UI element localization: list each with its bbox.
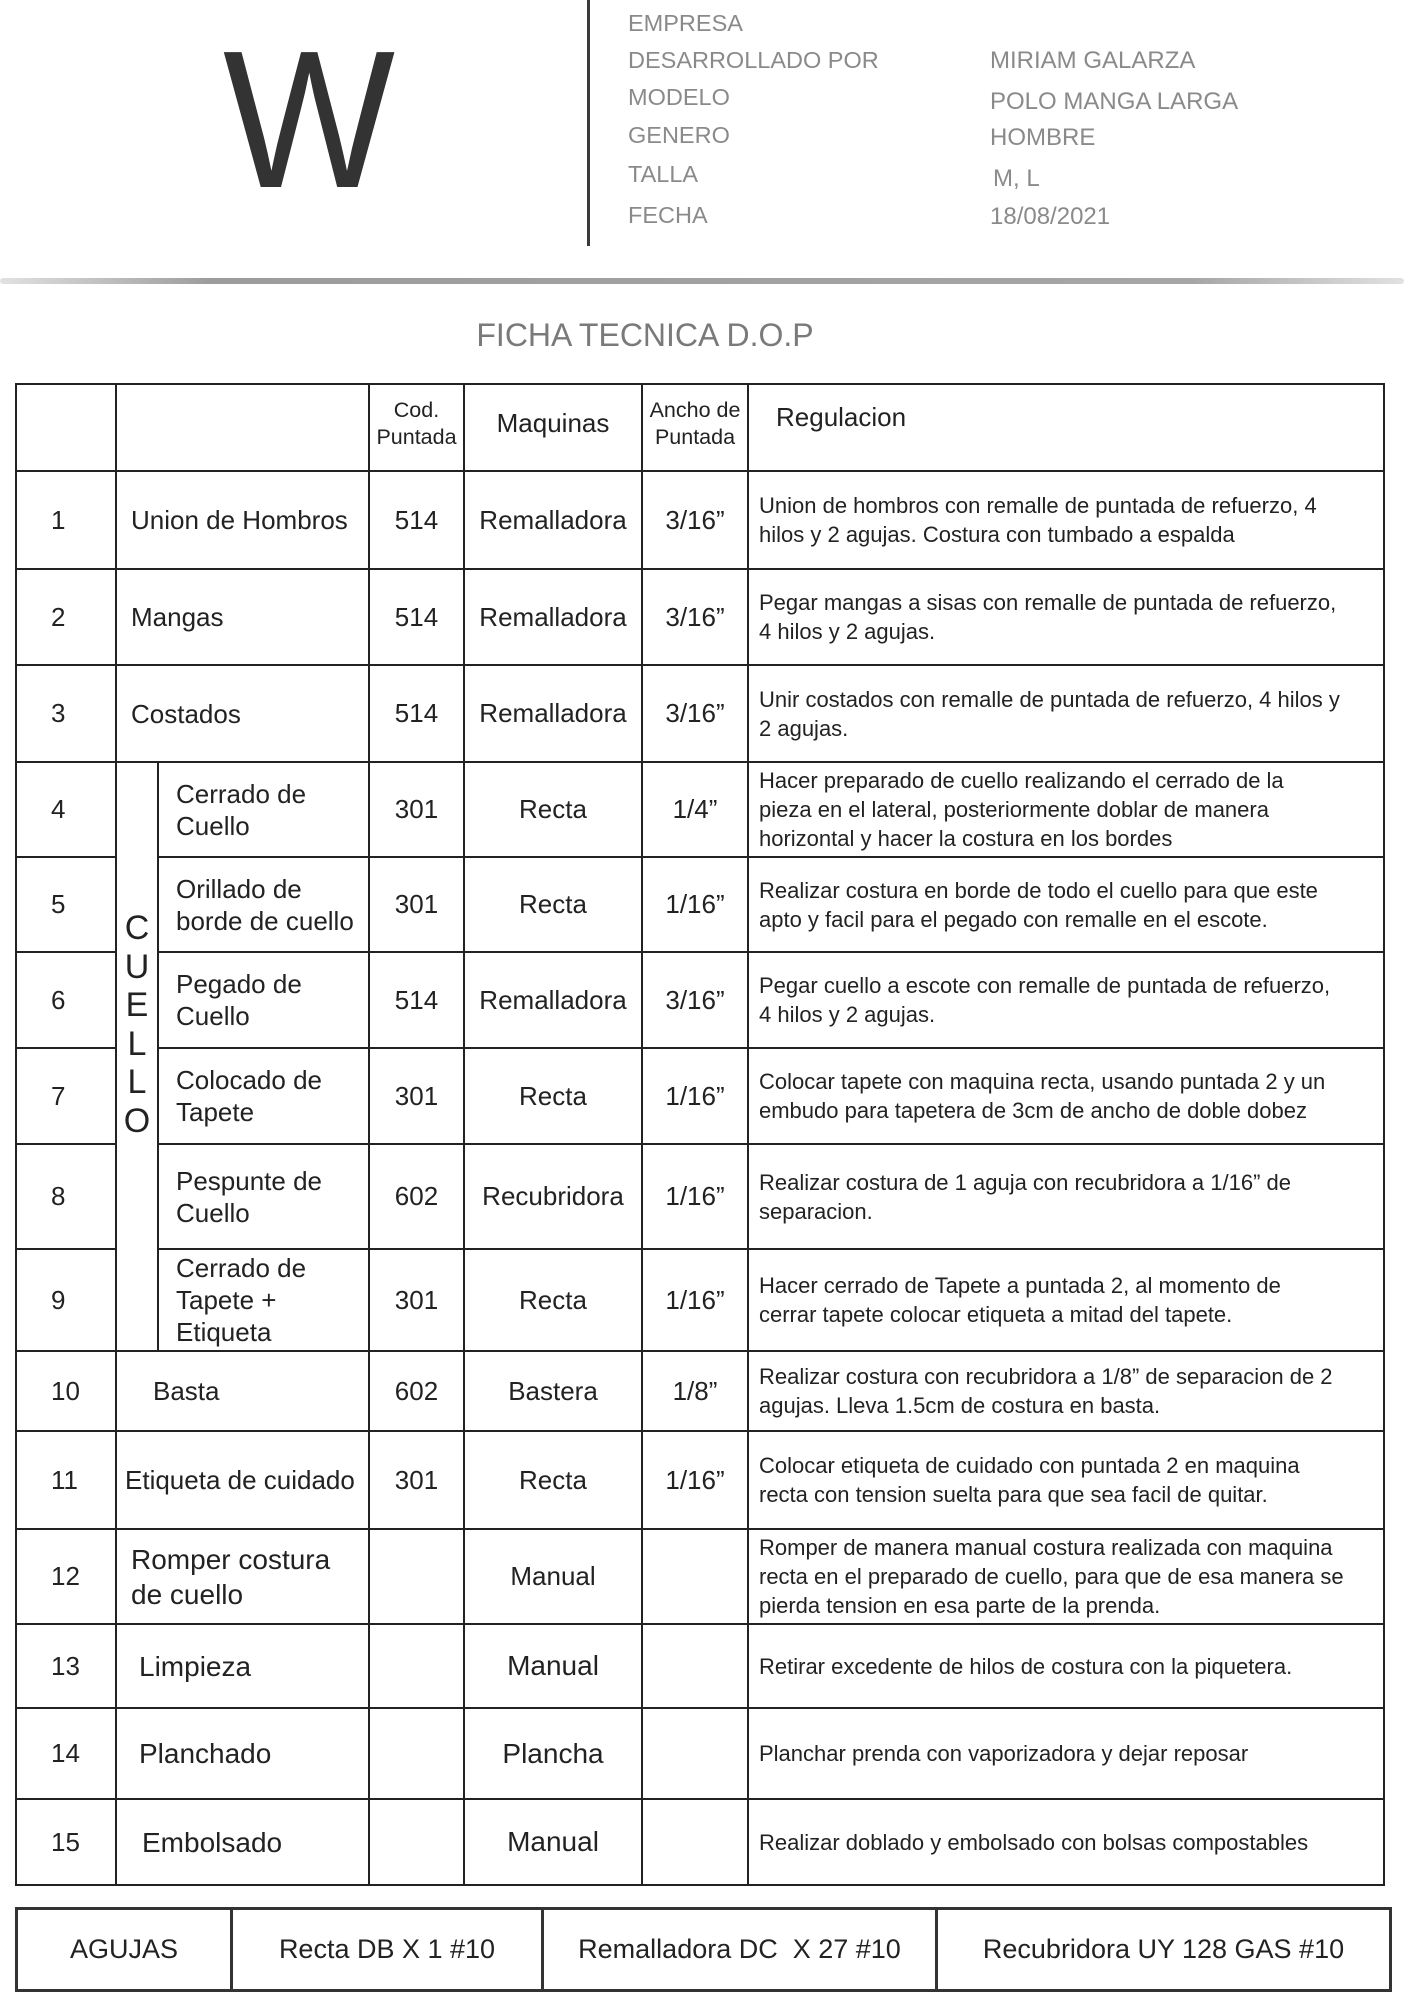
step-number: 8: [16, 1144, 116, 1249]
step-number: 3: [16, 665, 116, 762]
operation-name: Union de Hombros: [116, 471, 369, 569]
regulation: Pegar mangas a sisas con remalle de puntada de refuerzo, 4 hilos y 2 agujas.: [748, 569, 1384, 665]
regulation: Union de hombros con remalle de puntada de refuerzo, 4 hilos y 2 agujas. Costura con tumbado a espalda: [748, 471, 1384, 569]
regulation: Romper de manera manual costura realizada con maquina recta en el preparado de cuello, para que de esa manera se pierda tension en esa parte de la prenda.: [748, 1529, 1384, 1624]
machine: Plancha: [464, 1708, 642, 1799]
machine: Recubridora: [464, 1144, 642, 1249]
regulation: Colocar etiqueta de cuidado con puntada 2 en maquina recta con tension suelta para que sea facil de quitar.: [748, 1431, 1384, 1529]
operation-name: Colocado de Tapete: [158, 1048, 369, 1144]
machine: Recta: [464, 762, 642, 857]
step-number: 5: [16, 857, 116, 952]
step-number: 11: [16, 1431, 116, 1529]
operation-name: Pegado de Cuello: [158, 952, 369, 1048]
stitch-code: 301: [369, 1048, 464, 1144]
machine: Recta: [464, 857, 642, 952]
stitch-width: [642, 1529, 748, 1624]
field-value-fecha: 18/08/2021: [990, 203, 1111, 230]
field-label-talla: TALLA: [628, 161, 699, 187]
needles-label: AGUJAS: [17, 1909, 232, 1991]
table-row: [16, 952, 1384, 1048]
stitch-code: 301: [369, 1431, 464, 1529]
stitch-code: 301: [369, 1249, 464, 1351]
step-number: 4: [16, 762, 116, 857]
stitch-width: [642, 1708, 748, 1799]
regulation: Unir costados con remalle de puntada de refuerzo, 4 hilos y 2 agujas.: [748, 665, 1384, 762]
needle-spec: Remalladora DC X 27 #10: [543, 1909, 937, 1991]
stitch-width: 3/16”: [642, 952, 748, 1048]
stitch-width: 1/16”: [642, 1144, 748, 1249]
operation-name: Cerrado de Tapete + Etiqueta: [158, 1249, 369, 1351]
stitch-width: 3/16”: [642, 569, 748, 665]
stitch-code: [369, 1708, 464, 1799]
stitch-code: 602: [369, 1351, 464, 1431]
table-row: [16, 569, 1384, 665]
step-number: 14: [16, 1708, 116, 1799]
field-label-genero: GENERO: [628, 122, 730, 148]
regulation: Retirar excedente de hilos de costura con la piquetera.: [748, 1624, 1384, 1708]
operation-name: Cerrado de Cuello: [158, 762, 369, 857]
stitch-code: [369, 1799, 464, 1885]
stitch-width: 1/16”: [642, 1431, 748, 1529]
field-label-empresa: EMPRESA: [628, 10, 743, 36]
operation-name: Mangas: [116, 569, 369, 665]
operation-name: Pespunte de Cuello: [158, 1144, 369, 1249]
step-number: 12: [16, 1529, 116, 1624]
stitch-width: 1/16”: [642, 1048, 748, 1144]
step-number: 1: [16, 471, 116, 569]
cuello-group-label: CUELLO: [123, 909, 151, 1140]
machine: Manual: [464, 1799, 642, 1885]
machine: Manual: [464, 1624, 642, 1708]
cuello-group-cell: [116, 762, 158, 1351]
header-cell-operation: [116, 384, 369, 471]
stitch-code: 301: [369, 857, 464, 952]
regulation: Realizar costura de 1 aguja con recubridora a 1/16” de separacion.: [748, 1144, 1384, 1249]
stitch-code: 301: [369, 762, 464, 857]
field-label-modelo: MODELO: [628, 84, 730, 110]
column-header-width: Ancho de Puntada: [642, 384, 748, 471]
table-row: [16, 665, 1384, 762]
regulation: Planchar prenda con vaporizadora y dejar reposar: [748, 1708, 1384, 1799]
field-label-fecha: FECHA: [628, 202, 708, 228]
field-label-desarrollado-por: DESARROLLADO POR: [628, 47, 879, 73]
table-row: [16, 1529, 1384, 1624]
stitch-code: 602: [369, 1144, 464, 1249]
field-value-talla: M, L: [993, 165, 1040, 192]
stitch-width: 3/16”: [642, 665, 748, 762]
table-row: [16, 1624, 1384, 1708]
machine: Remalladora: [464, 471, 642, 569]
stitch-code: 514: [369, 665, 464, 762]
machine: Remalladora: [464, 952, 642, 1048]
machine: Manual: [464, 1529, 642, 1624]
stitch-code: 514: [369, 569, 464, 665]
table-row: [16, 1249, 1384, 1351]
needles-row: [17, 1909, 1391, 1991]
table-row: [16, 1048, 1384, 1144]
step-number: 9: [16, 1249, 116, 1351]
operation-name: Romper costura de cuello: [116, 1529, 369, 1624]
step-number: 2: [16, 569, 116, 665]
table-row: [16, 857, 1384, 952]
regulation: Colocar tapete con maquina recta, usando puntada 2 y un embudo para tapetera de 3cm de ancho de doble dobez: [748, 1048, 1384, 1144]
stitch-width: 1/8”: [642, 1351, 748, 1431]
table-row: [16, 1431, 1384, 1529]
regulation: Hacer cerrado de Tapete a puntada 2, al momento de cerrar tapete colocar etiqueta a mitad del tapete.: [748, 1249, 1384, 1351]
table-row: [16, 1144, 1384, 1249]
table-row: [16, 1351, 1384, 1431]
machine: Remalladora: [464, 665, 642, 762]
needle-spec: Recubridora UY 128 GAS #10: [937, 1909, 1391, 1991]
regulation: Realizar costura en borde de todo el cuello para que este apto y facil para el pegado con remalle en el escote.: [748, 857, 1384, 952]
machine: Bastera: [464, 1351, 642, 1431]
step-number: 13: [16, 1624, 116, 1708]
operation-name: Embolsado: [116, 1799, 369, 1885]
column-header-code: Cod. Puntada: [369, 384, 464, 471]
machine: Recta: [464, 1431, 642, 1529]
stitch-code: 514: [369, 471, 464, 569]
field-value-desarrollado-por: MIRIAM GALARZA: [990, 47, 1196, 74]
sheet-title: FICHA TECNICA D.O.P: [476, 317, 814, 353]
operation-name: Limpieza: [116, 1624, 369, 1708]
column-header-regulation: Regulacion: [748, 384, 1384, 471]
regulation: Realizar costura con recubridora a 1/8” de separacion de 2 agujas. Lleva 1.5cm de costura en basta.: [748, 1351, 1384, 1431]
machine: Remalladora: [464, 569, 642, 665]
regulation: Realizar doblado y embolsado con bolsas compostables: [748, 1799, 1384, 1885]
stitch-code: [369, 1624, 464, 1708]
table-row: [16, 471, 1384, 569]
table-row: [16, 1799, 1384, 1885]
operation-name: Etiqueta de cuidado: [116, 1431, 369, 1529]
header-divider: [587, 0, 590, 246]
operation-name: Orillado de borde de cuello: [158, 857, 369, 952]
operation-name: Planchado: [116, 1708, 369, 1799]
needle-spec: Recta DB X 1 #10: [232, 1909, 543, 1991]
header-cell-number: [16, 384, 116, 471]
needles-table: [15, 1907, 1392, 1992]
step-number: 6: [16, 952, 116, 1048]
brand-logo: W: [223, 10, 396, 229]
regulation: Hacer preparado de cuello realizando el cerrado de la pieza en el lateral, posteriormente doblar de manera horizontal y hacer la costura en los bordes: [748, 762, 1384, 857]
step-number: 10: [16, 1351, 116, 1431]
stitch-width: 3/16”: [642, 471, 748, 569]
stitch-width: 1/16”: [642, 857, 748, 952]
table-row: [16, 762, 1384, 857]
step-number: 15: [16, 1799, 116, 1885]
field-value-genero: HOMBRE: [990, 124, 1096, 151]
stitch-code: 514: [369, 952, 464, 1048]
column-header-machine: Maquinas: [464, 384, 642, 471]
header-rule: [0, 278, 1404, 284]
operation-name: Costados: [116, 665, 369, 762]
stitch-width: 1/4”: [642, 762, 748, 857]
table-row: [16, 1708, 1384, 1799]
machine: Recta: [464, 1249, 642, 1351]
table-header-row: [16, 384, 1384, 471]
regulation: Pegar cuello a escote con remalle de puntada de refuerzo, 4 hilos y 2 agujas.: [748, 952, 1384, 1048]
operations-table: [15, 383, 1385, 1886]
stitch-width: [642, 1624, 748, 1708]
machine: Recta: [464, 1048, 642, 1144]
stitch-width: 1/16”: [642, 1249, 748, 1351]
stitch-width: [642, 1799, 748, 1885]
stitch-code: [369, 1529, 464, 1624]
step-number: 7: [16, 1048, 116, 1144]
operation-name: Basta: [116, 1351, 369, 1431]
field-value-modelo: POLO MANGA LARGA: [990, 88, 1239, 115]
